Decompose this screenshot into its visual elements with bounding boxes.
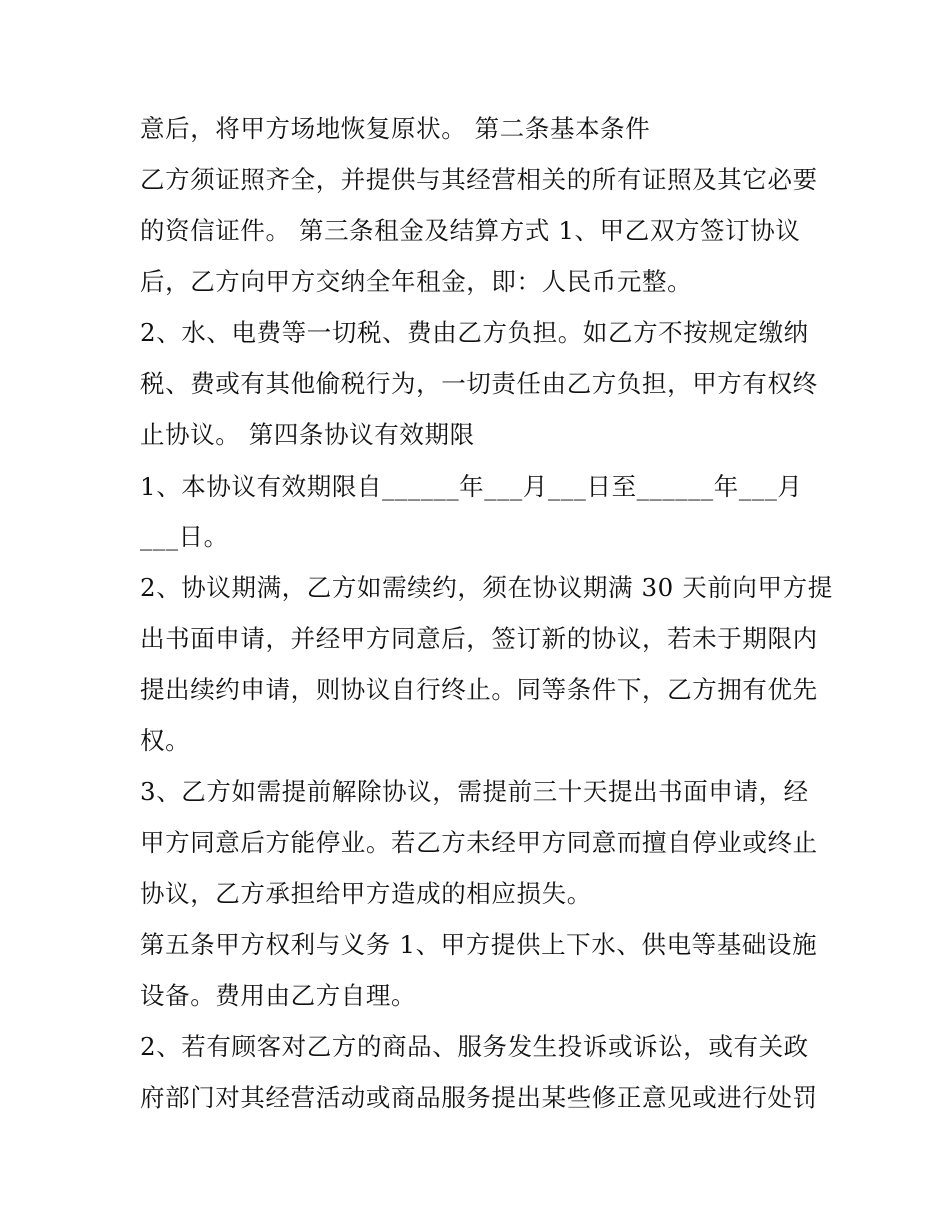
text-line: 设备。费用由乙方自理。 [140,981,417,1010]
text-line: 出书面申请，并经甲方同意后，签订新的协议，若未于期限内 [140,624,818,653]
text-line: 权。 [140,726,191,755]
text-line: 的资信证件。 第三条租金及结算方式 1、甲乙双方签订协议 [140,216,801,245]
text-line: 1、本协议有效期限自______年___月___日至______年___月 [140,472,803,501]
text-line: 乙方须证照齐全，并提供与其经营相关的所有证照及其它必要 [140,165,818,194]
text-line: 2、协议期满，乙方如需续约，须在协议期满 30 天前向甲方提 [140,573,833,602]
text-line: 2、水、电费等一切税、费由乙方负担。如乙方不按规定缴纳 [140,318,809,347]
text-line: 2、若有顾客对乙方的商品、服务发生投诉或诉讼，或有关政 [140,1032,809,1061]
text-line: 府部门对其经营活动或商品服务提出某些修正意见或进行处罚 [140,1083,818,1112]
text-line: 税、费或有其他偷税行为，一切责任由乙方负担，甲方有权终 [140,369,818,398]
text-line: ___日。 [140,522,229,551]
text-line: 提出续约申请，则协议自行终止。同等条件下，乙方拥有优先 [140,675,818,704]
text-line: 后，乙方向甲方交纳全年租金，即：人民币元整。 [140,267,693,296]
text-line: 意后，将甲方场地恢复原状。 第二条基本条件 [140,114,651,143]
text-line: 止协议。 第四条协议有效期限 [140,420,475,449]
text-line: 甲方同意后方能停业。若乙方未经甲方同意而擅自停业或终止 [140,828,818,857]
text-line: 协议，乙方承担给甲方造成的相应损失。 [140,879,592,908]
text-line: 3、乙方如需提前解除协议，需提前三十天提出书面申请，经 [140,777,809,806]
text-line: 第五条甲方权利与义务 1、甲方提供上下水、供电等基础设施 [140,930,818,959]
